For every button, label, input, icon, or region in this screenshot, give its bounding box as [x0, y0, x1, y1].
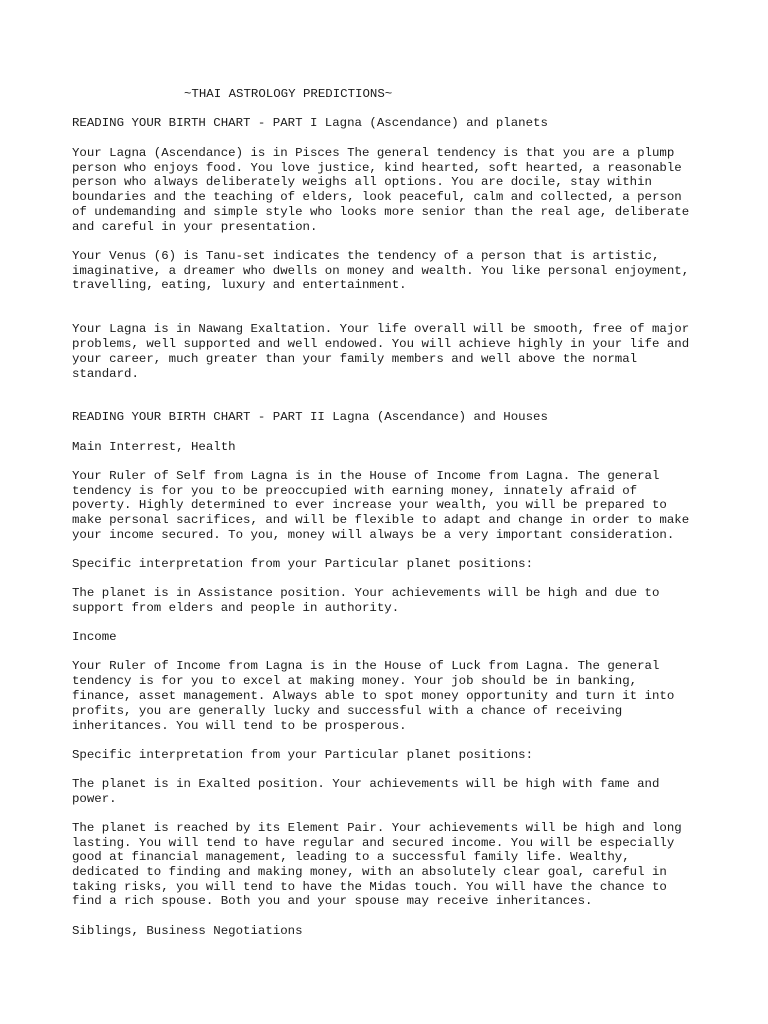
part1-heading: READING YOUR BIRTH CHART - PART I Lagna (Ascendance) and planets [72, 116, 548, 130]
exalted-paragraph-line: power. [72, 792, 117, 806]
element-pair-paragraph-line: taking risks, you will tend to have the Midas touch. You will have the chance to [72, 880, 667, 894]
exalted-paragraph-line: The planet is in Exalted position. Your achievements will be high with fame and [72, 777, 660, 791]
nawang-paragraph-line: Your Lagna is in Nawang Exaltation. Your life overall will be smooth, free of major [72, 322, 690, 336]
element-pair-paragraph-line: good at financial management, leading to a successful family life. Wealthy, [72, 850, 630, 864]
ruler-income-paragraph-line: profits, you are generally lucky and successful with a chance of receiving [72, 704, 623, 718]
element-pair-paragraph-line: find a rich spouse. Both you and your spouse may receive inheritances. [72, 894, 593, 908]
lagna-paragraph-line: person who always deliberately weighs all options. You are docile, stay within [72, 175, 652, 189]
specific-interpretation-heading: Specific interpretation from your Particular planet positions: [72, 557, 534, 571]
ruler-self-paragraph-line: make personal sacrifices, and will be flexible to adapt and change in order to make [72, 513, 690, 527]
lagna-paragraph-line: boundaries and the teaching of elders, look peaceful, calm and collected, a person [72, 190, 682, 204]
nawang-paragraph-line: your career, much greater than your family members and well above the normal [72, 352, 638, 366]
element-pair-paragraph-line: dedicated to finding and making money, with an absolutely clear goal, careful in [72, 865, 667, 879]
venus-paragraph-line: Your Venus (6) is Tanu-set indicates the tendency of a person that is artistic, [72, 249, 660, 263]
assistance-paragraph-line: The planet is in Assistance position. Your achievements will be high and due to [72, 586, 660, 600]
ruler-self-paragraph-line: your income secured. To you, money will always be a very important consideration. [72, 528, 675, 542]
document-title: ~THAI ASTROLOGY PREDICTIONS~ [184, 87, 393, 101]
venus-paragraph-line: travelling, eating, luxury and entertainment. [72, 278, 407, 292]
ruler-self-paragraph-line: tendency is for you to be preoccupied with earning money, innately afraid of [72, 484, 638, 498]
ruler-income-paragraph-line: finance, asset management. Always able to spot money opportunity and turn it into [72, 689, 675, 703]
lagna-paragraph-line: person who enjoys food. You love justice, kind hearted, soft hearted, a reasonable [72, 161, 682, 175]
ruler-income-paragraph-line: inheritances. You will tend to be prosperous. [72, 719, 407, 733]
section-heading-health: Main Interrest, Health [72, 440, 236, 454]
section-heading-income: Income [72, 630, 117, 644]
nawang-paragraph-line: standard. [72, 367, 139, 381]
ruler-self-paragraph-line: poverty. Highly determined to ever increase your wealth, you will be prepared to [72, 498, 667, 512]
ruler-income-paragraph-line: tendency is for you to excel at making money. Your job should be in banking, [72, 674, 638, 688]
ruler-self-paragraph-line: Your Ruler of Self from Lagna is in the House of Income from Lagna. The general [72, 469, 660, 483]
lagna-paragraph-line: of undemanding and simple style who looks more senior than the real age, deliberate [72, 205, 690, 219]
section-heading-siblings: Siblings, Business Negotiations [72, 924, 303, 938]
specific-interpretation-heading: Specific interpretation from your Particular planet positions: [72, 748, 534, 762]
ruler-income-paragraph-line: Your Ruler of Income from Lagna is in the House of Luck from Lagna. The general [72, 659, 660, 673]
lagna-paragraph-line: Your Lagna (Ascendance) is in Pisces The general tendency is that you are a plump [72, 146, 675, 160]
venus-paragraph-line: imaginative, a dreamer who dwells on money and wealth. You like personal enjoyment, [72, 264, 690, 278]
lagna-paragraph-line: and careful in your presentation. [72, 220, 318, 234]
element-pair-paragraph-line: The planet is reached by its Element Pair. Your achievements will be high and long [72, 821, 682, 835]
nawang-paragraph-line: problems, well supported and well endowed. You will achieve highly in your life and [72, 337, 690, 351]
element-pair-paragraph-line: lasting. You will tend to have regular and secured income. You will be especially [72, 836, 675, 850]
part2-heading: READING YOUR BIRTH CHART - PART II Lagna (Ascendance) and Houses [72, 410, 548, 424]
assistance-paragraph-line: support from elders and people in authority. [72, 601, 400, 615]
